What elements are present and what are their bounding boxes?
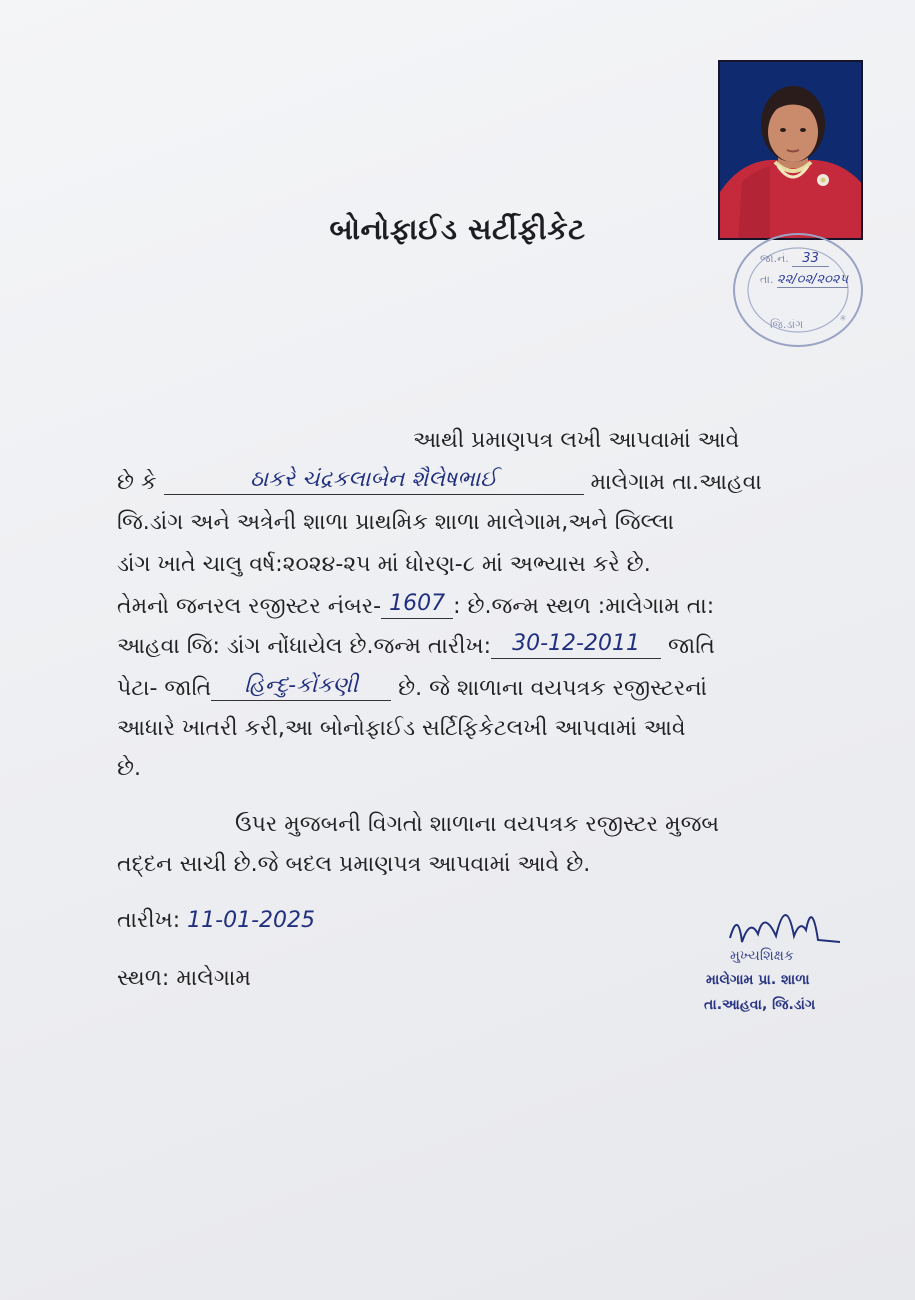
signature-school: માલેગામ પ્રા. શાળા — [706, 972, 810, 988]
date-value: 11-01-2025 — [187, 908, 315, 933]
student-name-blank — [164, 468, 584, 495]
body-line-2-post: માલેગામ તા.આહવા — [590, 470, 762, 495]
body-line-11: તદ્દન સાચી છે.જે બદલ પ્રમાણપત્ર આપવામાં આવે છે. — [117, 852, 591, 877]
body-line-5 — [117, 592, 714, 619]
headmaster-signature — [690, 890, 860, 950]
body-line-2 — [117, 468, 762, 495]
stamp-no-value: 33 — [792, 251, 829, 267]
place-row: સ્થળ: માલેગામ — [117, 966, 251, 991]
birth-date-blank — [491, 632, 661, 659]
body-line-5-pre: તેમનો જનરલ રજીસ્ટર નંબર- — [117, 594, 382, 619]
register-no: 1607 — [389, 591, 446, 616]
date-row — [117, 908, 315, 933]
body-line-8: આધારે ખાતરી કરી,આ બોનોફાઈડ સર્ટિફિકેટલખી આપવામાં આવે — [117, 716, 686, 741]
body-line-4: ડાંગ ખાતે ચાલુ વર્ષ:૨૦૨૪-૨૫ માં ધોરણ-૮ માં અભ્યાસ કરે છે. — [117, 552, 651, 577]
body-line-10: ઉપર મુજબની વિગતો શાળાના વયપત્રક રજીસ્ટર મુજબ — [235, 812, 720, 837]
caste-blank — [211, 674, 391, 701]
stamp-reference — [760, 248, 870, 294]
body-line-5-post: : છે.જન્મ સ્થળ :માલેગામ તા: — [453, 594, 715, 619]
body-line-7 — [117, 674, 707, 701]
signature-role: મુખ્યશિક્ષક — [730, 948, 794, 964]
body-line-7-post: છે. જે શાળાના વયપત્રક રજીસ્ટરનાં — [398, 676, 708, 701]
body-line-6-post: જાતિ — [668, 634, 715, 659]
body-line-9: છે. — [117, 756, 141, 781]
body-line-6 — [117, 632, 715, 659]
register-no-blank — [381, 592, 453, 619]
body-line-7-pre: પેટા- જાતિ — [117, 676, 212, 701]
signature-address: તા.આહવા, જિ.ડાંગ — [704, 997, 816, 1013]
stamp-date-label: તા. — [760, 273, 774, 286]
svg-text:*: * — [840, 313, 846, 327]
body-line-1: આથી પ્રમાણપત્ર લખી આપવામાં આવે — [413, 428, 740, 453]
stamp-no-label: જા.નં. — [760, 252, 789, 265]
stamp-place: જિ.ડાંગ — [770, 318, 804, 331]
birth-date: 30-12-2011 — [512, 631, 640, 656]
body-line-3: જિ.ડાંગ અને અત્રેની શાળા પ્રાથમિક શાળા માલેગામ,અને જિલ્લા — [117, 510, 675, 535]
date-label: તારીખ: — [117, 908, 181, 933]
student-name: ઠાકરે ચંદ્રકલાબેન શૈલેષભાઈ — [249, 467, 498, 492]
body-line-2-pre: છે કે — [117, 470, 157, 495]
caste: હિન્દુ-કોંકણી — [244, 673, 359, 698]
body-line-6-pre: આહવા જિ: ડાંગ નોંધાયેલ છે.જન્મ તારીખ: — [117, 634, 492, 659]
stamp-date-value: ૨૨/૦૨/૨૦૨૫ — [777, 272, 849, 287]
certificate-title: બોનોફાઈડ સર્ટીફીકેટ — [329, 212, 586, 246]
